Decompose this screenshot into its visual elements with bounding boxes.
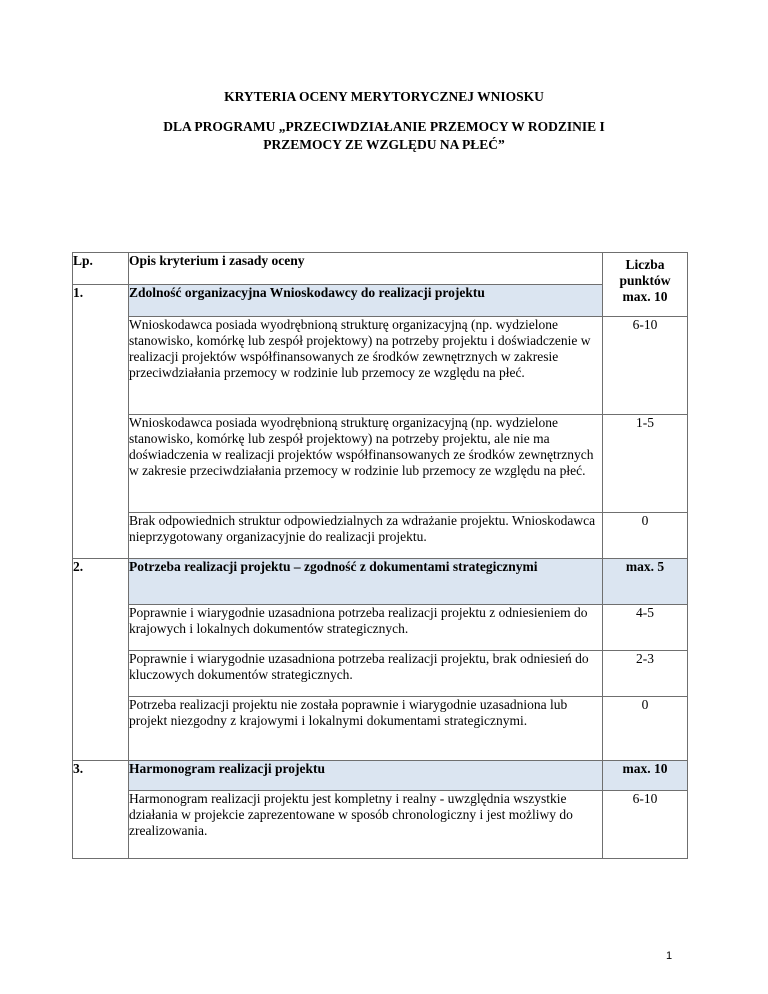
criterion-row-text: Potrzeba realizacji projektu nie została poprawnie i wiarygodnie uzasadniona lub projekt niezgodny z krajowymi i lokalnymi dokumentami strategicznymi. [129,697,603,761]
section-1-max: max. 10 [622,289,668,304]
criterion-row-points: 6-10 [603,791,688,859]
section-2-max: max. 5 [603,559,688,605]
document-title: KRYTERIA OCENY MERYTORYCZNEJ WNIOSKU [224,89,544,104]
description-header: Opis kryterium i zasady oceny [129,253,603,285]
criterion-row-text: Harmonogram realizacji projektu jest kompletny i realny - uwzględnia wszystkie działania w projekcie zaprezentowane w sposób chronologiczny i jest możliwy do zrealizowania. [129,791,603,859]
criterion-row-points: 4-5 [603,605,688,651]
criterion-row-points: 6-10 [603,317,688,415]
criterion-row-points: 1-5 [603,415,688,513]
document-subtitle-line-1: DLA PROGRAMU „PRZECIWDZIAŁANIE PRZEMOCY W RODZINIE I [163,119,605,134]
criterion-row-points: 2-3 [603,651,688,697]
section-2-number: 2. [73,559,129,761]
section-1-number: 1. [73,285,129,559]
criterion-row-points: 0 [603,513,688,559]
criterion-row-text: Poprawnie i wiarygodnie uzasadniona potrzeba realizacji projektu z odniesieniem do krajowych i lokalnych dokumentów strategicznych. [129,605,603,651]
criteria-table [72,252,688,859]
section-3-title: Harmonogram realizacji projektu [129,761,603,791]
criterion-row-points: 0 [603,697,688,761]
points-header: Liczba punktów [619,257,671,288]
section-3-number: 3. [73,761,129,859]
criterion-row-text: Wnioskodawca posiada wyodrębnioną strukturę organizacyjną (np. wydzielone stanowisko, komórkę lub zespół projektowy) na potrzeby projektu, ale nie ma doświadczenia w realizacji projektów współfinansowanych ze środków zewnętrznych w zakresie przeciwdziałania przemocy w rodzinie lub przemocy ze względu na płeć. [129,415,603,513]
criterion-row-text: Poprawnie i wiarygodnie uzasadniona potrzeba realizacji projektu, brak odniesień do kluczowych dokumentów strategicznych. [129,651,603,697]
section-2-title: Potrzeba realizacji projektu – zgodność z dokumentami strategicznymi [129,559,603,605]
criterion-row-text: Wnioskodawca posiada wyodrębnioną strukturę organizacyjną (np. wydzielone stanowisko, komórkę lub zespół projektowy) na potrzeby projektu i doświadczenie w realizacji projektów współfinansowanych ze środków zewnętrznych w zakresie przeciwdziałania przemocy w rodzinie lub przemocy ze względu na płeć. [129,317,603,415]
page-number: 1 [666,950,673,962]
section-1-title: Zdolność organizacyjna Wnioskodawcy do realizacji projektu [129,285,603,317]
criterion-row-text: Brak odpowiednich struktur odpowiedzialnych za wdrażanie projektu. Wnioskodawca nieprzygotowany organizacyjnie do realizacji projektu. [129,513,603,559]
lp-header: Lp. [73,253,129,285]
points-header-cell [603,253,688,317]
section-3-max: max. 10 [603,761,688,791]
document-subtitle-line-2: PRZEMOCY ZE WZGLĘDU NA PŁEĆ” [263,137,505,152]
